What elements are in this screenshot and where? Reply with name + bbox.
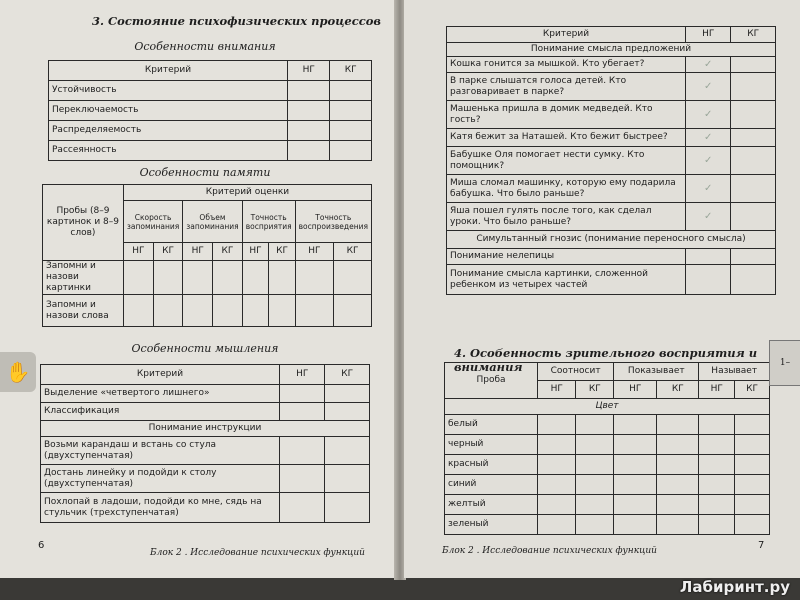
ng-label: НГ [183, 243, 213, 261]
table-row: Машенька пришла в домик медведей. Кто гость? [447, 101, 686, 129]
ng-label: НГ [699, 381, 735, 399]
header-criterion: Критерий [41, 365, 280, 385]
ng-label: НГ [123, 243, 153, 261]
header-kg: КГ [325, 365, 370, 385]
thinking-table [40, 364, 370, 523]
criterion-accuracy-reproduction: Точность воспроизведения [295, 201, 371, 243]
criterion-accuracy-perception: Точность восприятия [242, 201, 295, 243]
table-row: синий [445, 475, 538, 495]
calendar-icon: 1– [769, 340, 800, 386]
group-header: Соотносит [538, 363, 614, 381]
table-row: Запомни и назови картинки [43, 261, 124, 295]
group-header: Показывает [614, 363, 699, 381]
footer-left: Блок 2 . Исследование психических функций [150, 548, 365, 558]
check-mark: ✓ [686, 101, 731, 129]
instruction-section: Понимание инструкции [41, 421, 370, 437]
header-ng: НГ [280, 365, 325, 385]
check-mark: ✓ [686, 73, 731, 101]
probe-header: Пробы (8–9 картинок и 8–9 слов) [43, 185, 124, 261]
table-row: Яша пошел гулять после того, как сделал уроки. Что было раньше? [447, 203, 686, 231]
ng-label: НГ [614, 381, 657, 399]
footer-right: Блок 2 . Исследование психических функций [442, 546, 657, 556]
kg-label: КГ [657, 381, 699, 399]
kg-label: КГ [153, 243, 182, 261]
table-row: Запомни и назови слова [43, 295, 124, 327]
probe-header: Проба [445, 363, 538, 399]
table-row: белый [445, 415, 538, 435]
criteria-header: Критерий оценки [123, 185, 371, 201]
visual-table [444, 362, 770, 535]
check-mark: ✓ [686, 147, 731, 175]
table-row: Достань линейку и подойди к столу (двухступенчатая) [41, 465, 280, 493]
table-row: красный [445, 455, 538, 475]
table-row: зеленый [445, 515, 538, 535]
gnosis-section: Симультанный гнозис (понимание переносного смысла) [447, 231, 776, 249]
table-row: черный [445, 435, 538, 455]
criterion-speed: Скорость запоминания [123, 201, 182, 243]
table-row: Возьми карандаш и встань со стула (двухступенчатая) [41, 437, 280, 465]
kg-label: КГ [735, 381, 770, 399]
page-number-left: 6 [38, 540, 45, 551]
memory-subtitle: Особенности памяти [139, 166, 271, 179]
ng-label: НГ [538, 381, 576, 399]
table-row: Понимание смысла картинки, сложенной ребенком из четырех частей [447, 265, 686, 295]
table-row: Кошка гонится за мышкой. Кто убегает? [447, 57, 686, 73]
table-row: желтый [445, 495, 538, 515]
left-page [0, 0, 396, 578]
table-row: Миша сломал машинку, которую ему подарила бабушка. Что было раньше? [447, 175, 686, 203]
watermark: Лабиринт.ру [679, 578, 790, 596]
table-row: Устойчивость [49, 81, 288, 101]
attention-subtitle: Особенности внимания [134, 40, 276, 53]
table-row: В парке слышатся голоса детей. Кто разговаривает в парке? [447, 73, 686, 101]
page-number-right: 7 [758, 540, 765, 551]
check-mark: ✓ [686, 203, 731, 231]
thinking-subtitle: Особенности мышления [131, 342, 279, 355]
memory-table [42, 184, 372, 327]
criterion-volume: Объем запоминания [183, 201, 242, 243]
section-title-4: 4. Особенность зрительного восприятия и внимания [454, 346, 758, 374]
table-row: Катя бежит за Наташей. Кто бежит быстрее? [447, 129, 686, 147]
table-row: Понимание нелепицы [447, 249, 686, 265]
group-header: Называет [699, 363, 770, 381]
table-row: Выделение «четвертого лишнего» [41, 385, 280, 403]
header-ng: НГ [288, 61, 330, 81]
kg-label: КГ [576, 381, 614, 399]
table-row: Похлопай в ладоши, подойди ко мне, сядь на стульчик (трехступенчатая) [41, 493, 280, 523]
right-page [404, 0, 800, 578]
section-title-3: 3. Состояние психофизических процессов [92, 14, 381, 28]
header-ng: НГ [686, 27, 731, 43]
check-mark: ✓ [686, 175, 731, 203]
color-section: Цвет [445, 399, 770, 415]
table-row: Бабушке Оля помогает нести сумку. Кто помощник? [447, 147, 686, 175]
attention-table [48, 60, 372, 161]
sentence-section: Понимание смысла предложений [447, 43, 776, 57]
hand-icon: ✋ [0, 352, 36, 392]
check-mark: ✓ [686, 57, 731, 73]
check-mark: ✓ [686, 129, 731, 147]
table-row: Рассеянность [49, 141, 288, 161]
kg-label: КГ [213, 243, 242, 261]
table-row: Переключаемость [49, 101, 288, 121]
header-kg: КГ [330, 61, 372, 81]
sentence-table [446, 26, 776, 295]
header-kg: КГ [731, 27, 776, 43]
header-criterion: Критерий [447, 27, 686, 43]
header-criterion: Критерий [49, 61, 288, 81]
table-row: Распределяемость [49, 121, 288, 141]
ng-label: НГ [295, 243, 334, 261]
table-row: Классификация [41, 403, 280, 421]
ng-label: НГ [242, 243, 269, 261]
kg-label: КГ [269, 243, 295, 261]
kg-label: КГ [334, 243, 372, 261]
